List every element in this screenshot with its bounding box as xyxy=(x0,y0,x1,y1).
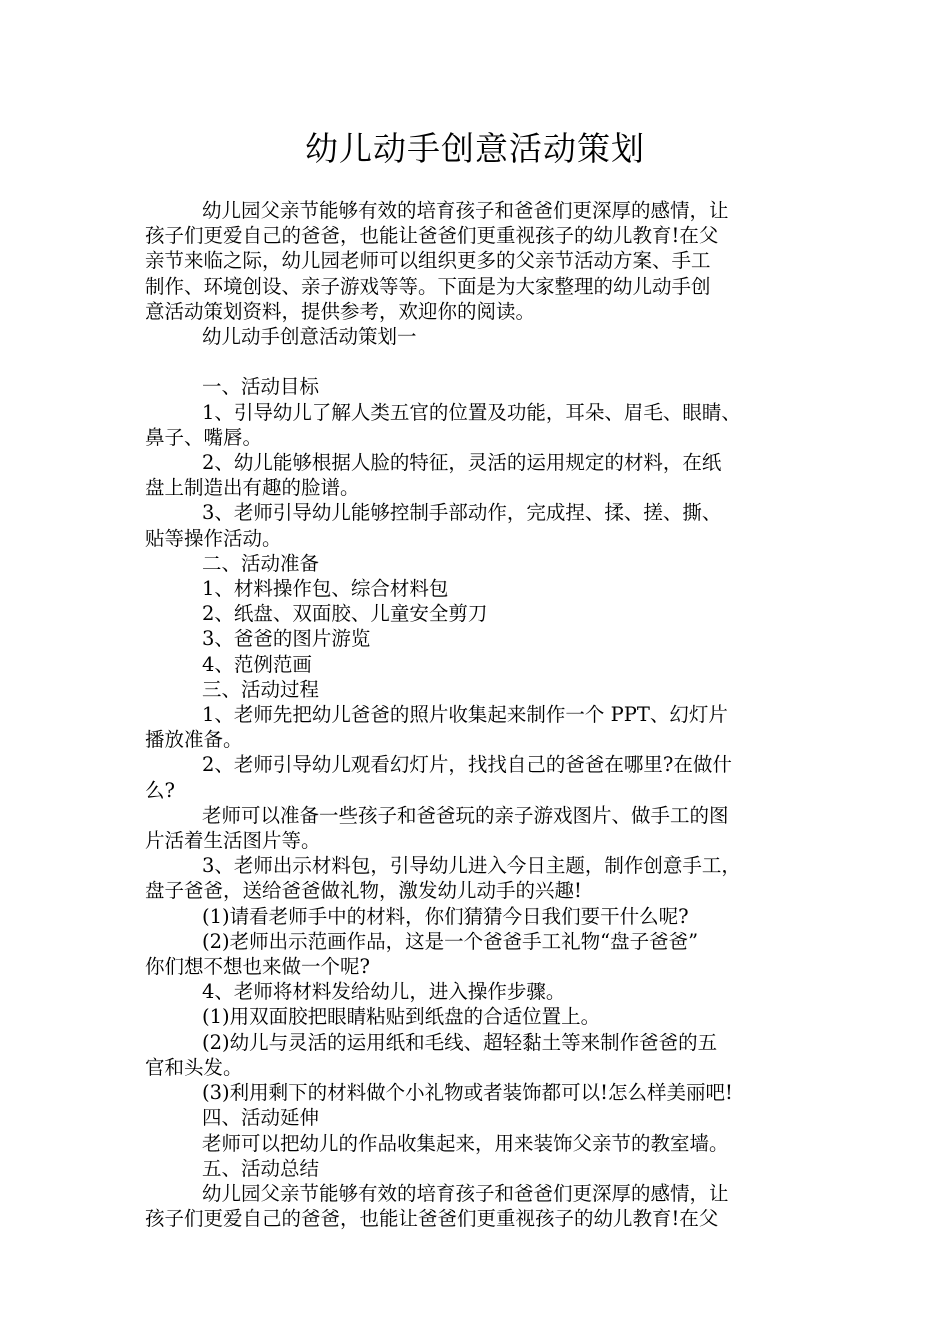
paragraph-line: 意活动策划资料，提供参考，欢迎你的阅读。 xyxy=(145,299,536,323)
paragraph-line: 盘子爸爸，送给爸爸做礼物，激发幼儿动手的兴趣! xyxy=(145,879,582,903)
paragraph-line: 官和头发。 xyxy=(145,1055,243,1079)
paragraph-line: 2、幼儿能够根据人脸的特征，灵活的运用规定的材料，在纸 xyxy=(202,451,722,475)
paragraph-line: (1)用双面胶把眼睛粘贴到纸盘的合适位置上。 xyxy=(202,1005,601,1029)
paragraph-line: 你们想不想也来做一个呢? xyxy=(145,955,370,979)
paragraph-line: (2)老师出示范画作品，这是一个爸爸手工礼物“盘子爸爸” xyxy=(202,929,699,953)
paragraph-line: 4、老师将材料发给幼儿，进入操作步骤。 xyxy=(202,980,566,1004)
paragraph-line: 老师可以把幼儿的作品收集起来，用来装饰父亲节的教室墙。 xyxy=(202,1131,729,1155)
paragraph-line: 贴等操作活动。 xyxy=(145,526,282,550)
paragraph-line: 三、活动过程 xyxy=(202,677,320,701)
blank-line xyxy=(145,349,825,374)
paragraph-line: 鼻子、嘴唇。 xyxy=(145,425,263,449)
paragraph-line: 3、爸爸的图片游览 xyxy=(202,627,371,651)
document-title: 幼儿动手创意活动策划 xyxy=(305,129,645,168)
paragraph-line: 2、纸盘、双面胶、儿童安全剪刀 xyxy=(202,602,488,626)
paragraph-line: 幼儿园父亲节能够有效的培育孩子和爸爸们更深厚的感情，让 xyxy=(202,199,729,222)
paragraph-line: 五、活动总结 xyxy=(202,1156,320,1180)
paragraph-line: 亲节来临之际，幼儿园老师可以组织更多的父亲节活动方案、手工 xyxy=(145,249,711,273)
paragraph-line: (1)请看老师手中的材料，你们猜猜今日我们要干什么呢? xyxy=(202,904,689,928)
paragraph-line: 制作、环境创设、亲子游戏等等。下面是为大家整理的幼儿动手创 xyxy=(145,274,711,298)
paragraph-line: 孩子们更爱自己的爸爸，也能让爸爸们更重视孩子的幼儿教育!在父 xyxy=(145,1207,719,1231)
paragraph-line: 3、老师引导幼儿能够控制手部动作，完成捏、揉、搓、撕、 xyxy=(202,501,722,525)
paragraph-line: 孩子们更爱自己的爸爸，也能让爸爸们更重视孩子的幼儿教育!在父 xyxy=(145,224,719,248)
paragraph-line: 么? xyxy=(145,778,175,802)
paragraph-line: 一、活动目标 xyxy=(202,375,320,399)
paragraph-line: 4、范例范画 xyxy=(202,652,312,676)
paragraph-line: 幼儿动手创意活动策划一 xyxy=(202,325,417,349)
paragraph-line: (2)幼儿与灵活的运用纸和毛线、超轻黏土等来制作爸爸的五 xyxy=(202,1030,718,1054)
paragraph-line: 老师可以准备一些孩子和爸爸玩的亲子游戏图片、做手工的图 xyxy=(202,803,729,827)
document-body xyxy=(145,198,825,1231)
paragraph-line: 盘上制造出有趣的脸谱。 xyxy=(145,476,360,500)
paragraph-line: 四、活动延伸 xyxy=(202,1106,320,1130)
paragraph-line: 3、老师出示材料包，引导幼儿进入今日主题，制作创意手工， xyxy=(202,854,741,878)
paragraph-line: 1、引导幼儿了解人类五官的位置及功能，耳朵、眉毛、眼睛、 xyxy=(202,400,741,424)
paragraph-line: 幼儿园父亲节能够有效的培育孩子和爸爸们更深厚的感情，让 xyxy=(202,1181,729,1205)
paragraph-line: 2、老师引导幼儿观看幻灯片，找找自己的爸爸在哪里?在做什 xyxy=(202,753,732,777)
paragraph-line: 二、活动准备 xyxy=(202,551,320,575)
paragraph-line: 播放准备。 xyxy=(145,728,243,752)
paragraph-line: 1、材料操作包、综合材料包 xyxy=(202,577,449,601)
paragraph-line: 1、老师先把幼儿爸爸的照片收集起来制作一个 PPT、幻灯片 xyxy=(202,703,728,727)
paragraph-line: 片活着生活图片等。 xyxy=(145,829,321,853)
paragraph-line: (3)利用剩下的材料做个小礼物或者装饰都可以!怎么样美丽吧! xyxy=(202,1081,733,1105)
